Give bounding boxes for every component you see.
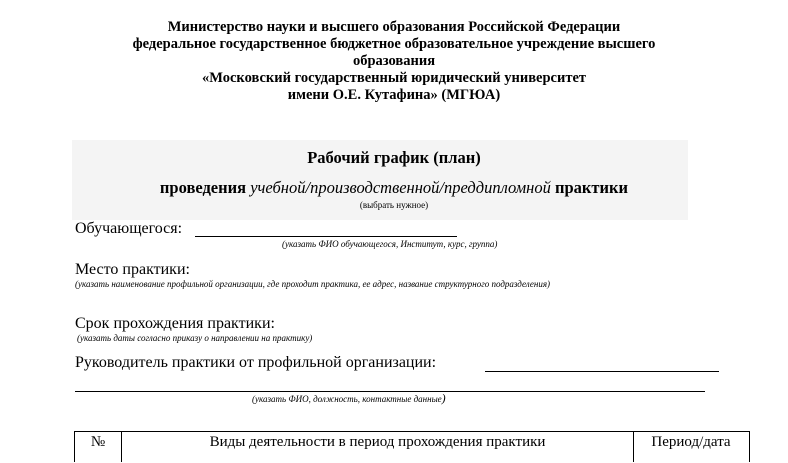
- document-header: [0, 19, 788, 104]
- choose-hint: (выбрать нужное): [359, 200, 429, 210]
- subtitle-prefix: проведения: [159, 178, 247, 197]
- table-header-period: Период/дата: [651, 434, 731, 450]
- place-label: Место практики:: [75, 261, 190, 278]
- student-hint: (указать ФИО обучающегося, Институт, курс, группа): [282, 239, 498, 249]
- header-education: образования: [352, 53, 436, 69]
- header-ministry: Министерство науки и высшего образования Российской Федерации: [167, 19, 621, 35]
- student-field-line[interactable]: [195, 236, 457, 237]
- subtitle-practice-types: учебной/производственной/преддипломной: [250, 178, 551, 197]
- supervisor-field-line[interactable]: [485, 371, 719, 372]
- page-title: Рабочий график (план): [307, 148, 481, 167]
- page-subtitle: [0, 178, 788, 198]
- activities-table: [74, 431, 750, 462]
- period-hint: (указать даты согласно приказу о направлении на практику): [77, 333, 313, 343]
- supervisor-hint-close: ): [441, 391, 446, 405]
- supervisor-hint-text: (указать ФИО, должность, контактные данные: [252, 394, 442, 404]
- header-university-name: «Московский государственный юридический университет: [201, 70, 587, 86]
- student-label: Обучающегося:: [75, 220, 183, 237]
- table-header-number: №: [90, 434, 106, 450]
- subtitle-suffix: практики: [554, 178, 629, 197]
- place-hint: (указать наименование профильной организации, где проходит практика, ее адрес, название структурного подразделения): [75, 279, 551, 289]
- supervisor-field-line-2[interactable]: [75, 391, 705, 392]
- header-university-name-cont: имени О.Е. Кутафина» (МГЮА): [287, 87, 501, 103]
- supervisor-hint: [252, 393, 446, 405]
- period-label: Срок прохождения практики:: [75, 315, 275, 332]
- header-institution-type: федеральное государственное бюджетное образовательное учреждение высшего: [132, 36, 656, 52]
- supervisor-label: Руководитель практики от профильной организации:: [75, 354, 437, 371]
- table-header-activities: Виды деятельности в период прохождения практики: [209, 434, 546, 450]
